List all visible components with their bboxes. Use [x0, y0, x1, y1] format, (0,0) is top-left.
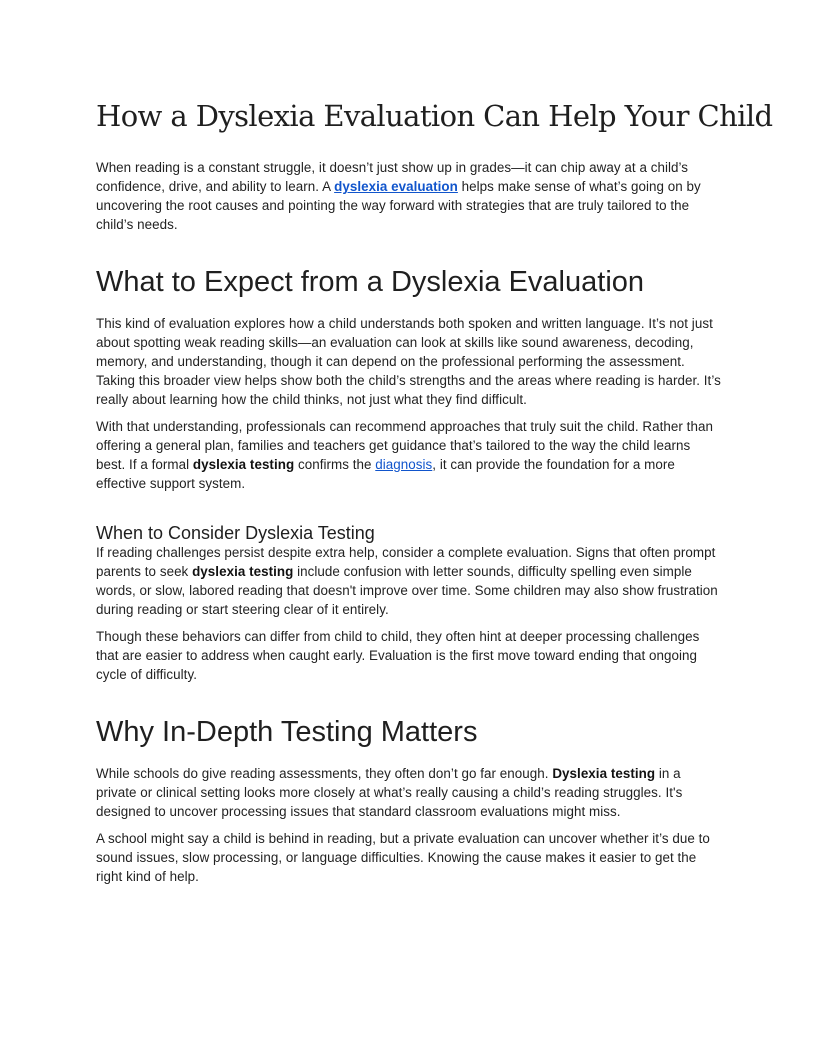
section2-p1-text-end: in a private or clinical setting looks more closely at what’s really causing a child’s reading struggles. It's designed to uncover processing issues that standard classroom evaluations might miss. — [96, 766, 683, 819]
section1-p2-text-mid: confirms the — [294, 457, 376, 472]
section1-paragraph-2 — [96, 417, 722, 493]
section1-p2-text-end: , it can provide the foundation for a more effective support system. — [96, 457, 675, 491]
section1-paragraph-1: This kind of evaluation explores how a child understands both spoken and written language. It’s not just about spotting weak reading skills—an evaluation can look at skills like sound awareness, decoding, memory, and understanding, though it can depend on the professional performing the assessment. Taking this broader view helps show both the child’s strengths and the areas where reading is harder. It’s really about learning how the child thinks, not just what they find difficult. — [96, 316, 721, 407]
section2-paragraph-1 — [96, 764, 722, 821]
document-body — [96, 92, 773, 894]
subsection-paragraph-2: Though these behaviors can differ from child to child, they often hint at deeper processing challenges that are easier to address when caught early. Evaluation is the first move toward ending that ongoing cycle of difficulty. — [96, 629, 700, 682]
dyslexia-testing-bold: Dyslexia testing — [552, 766, 656, 781]
intro-text-start: When reading is a constant struggle, it doesn’t just show up in grades—it can chip away at a child’s confidence, drive, and ability to learn. A — [96, 160, 689, 194]
dyslexia-testing-bold: dyslexia testing — [192, 457, 295, 472]
subsection-p1-text-end: include confusion with letter sounds, difficulty spelling even simple words, or slow, labored reading that doesn't improve over time. Some children may also show frustration during reading or start steering clear of it entirely. — [96, 564, 718, 617]
section2-paragraph-2: A school might say a child is behind in reading, but a private evaluation can uncover whether it’s due to sound issues, slow processing, or language difficulties. Knowing the cause makes it easier to get the right kind of help. — [96, 831, 710, 884]
dyslexia-evaluation-link[interactable]: dyslexia evaluation — [334, 179, 458, 194]
diagnosis-link[interactable]: diagnosis — [375, 457, 433, 472]
intro-text-end: helps make sense of what’s going on by uncovering the root causes and pointing the way forward with strategies that are truly tailored to the child’s needs. — [96, 179, 701, 232]
dyslexia-testing-bold: dyslexia testing — [192, 564, 294, 579]
section-heading-what-to-expect: What to Expect from a Dyslexia Evaluation — [96, 266, 645, 298]
subsection-paragraph-1 — [96, 543, 722, 619]
section2-p1-text-start: While schools do give reading assessments, they often don’t go far enough. — [96, 766, 553, 781]
subsection-heading-when-to-consider: When to Consider Dyslexia Testing — [96, 523, 375, 543]
subsection-p1-text-start: If reading challenges persist despite extra help, consider a complete evaluation. Signs that often prompt parents to seek — [96, 545, 716, 579]
page-title: How a Dyslexia Evaluation Can Help Your Child — [96, 99, 773, 133]
section-heading-why-in-depth: Why In-Depth Testing Matters — [96, 716, 478, 748]
intro-paragraph — [96, 158, 722, 234]
section1-p2-text-start: With that understanding, professionals can recommend approaches that truly suit the child. Rather than offering a general plan, families and teachers get guidance that’s tailored to the way the child learns best. If a formal — [96, 419, 713, 472]
